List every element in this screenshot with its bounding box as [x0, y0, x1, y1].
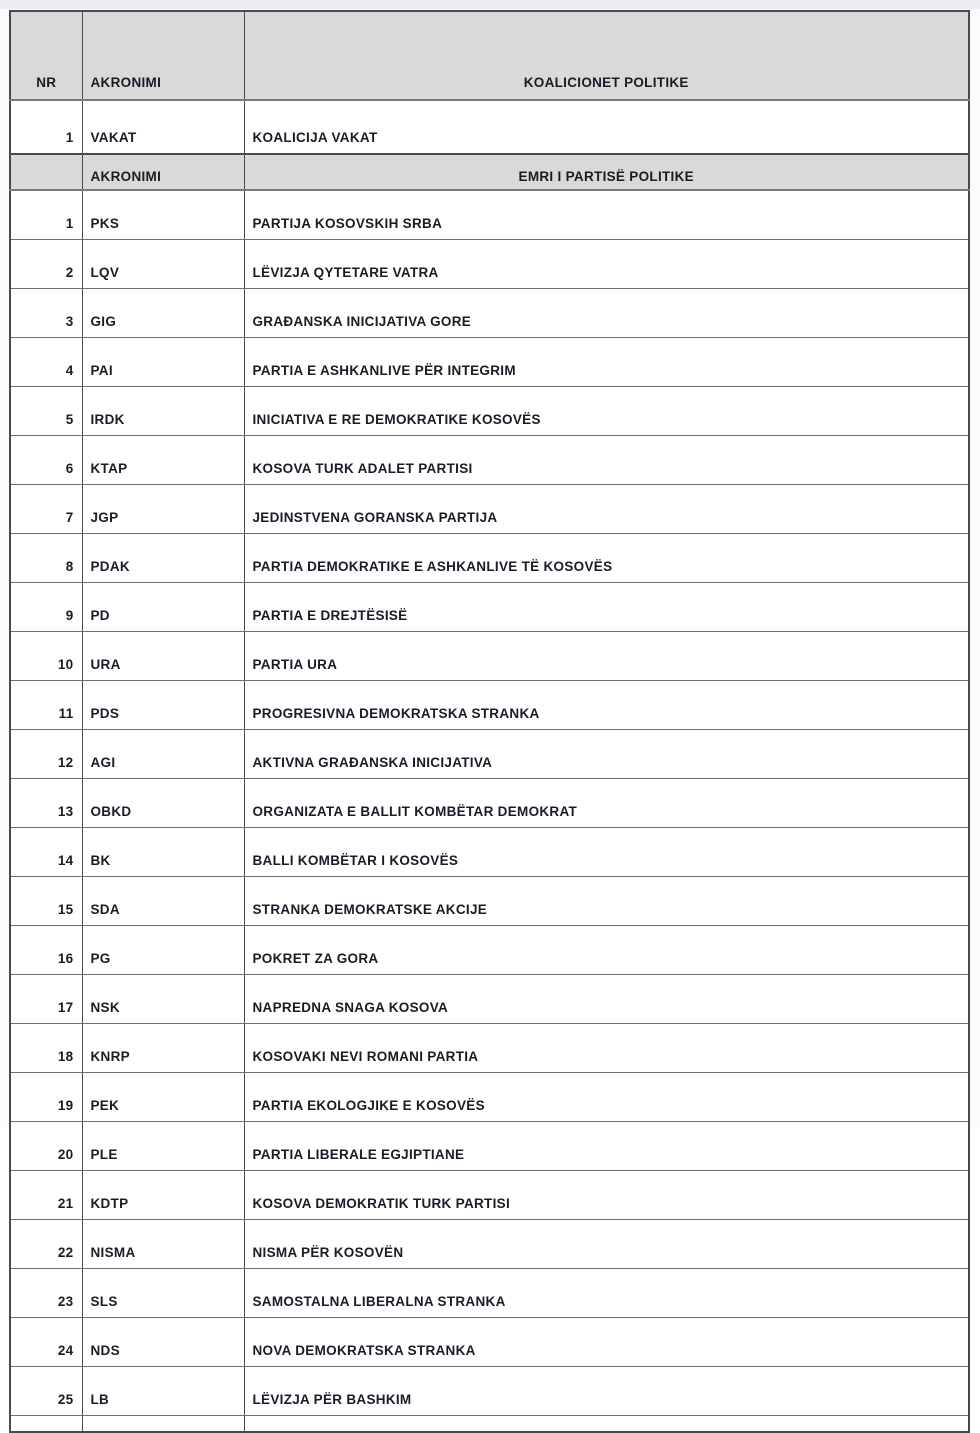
cell-nr: 1	[10, 190, 82, 240]
cell-acronym: OBKD	[82, 779, 244, 828]
cell-acronym: NISMA	[82, 1220, 244, 1269]
party-table-row	[10, 338, 969, 387]
cell-nr: 19	[10, 1073, 82, 1122]
header-nr: NR	[10, 11, 82, 100]
subheader-nr	[10, 154, 82, 190]
party-table-row	[10, 436, 969, 485]
party-table-row	[10, 1024, 969, 1073]
party-table-row	[10, 1318, 969, 1367]
cell-name: PARTIA E DREJTËSISË	[244, 583, 969, 632]
cell-name: KOSOVA DEMOKRATIK TURK PARTISI	[244, 1171, 969, 1220]
cell-nr: 22	[10, 1220, 82, 1269]
cell-nr: 4	[10, 338, 82, 387]
subheader-acronym: AKRONIMI	[82, 154, 244, 190]
cell-nr: 8	[10, 534, 82, 583]
political-entities-table	[9, 10, 970, 1433]
cell-nr: 2	[10, 240, 82, 289]
cell-acronym: KTAP	[82, 436, 244, 485]
cell-acronym: LQV	[82, 240, 244, 289]
cell-acronym: PDAK	[82, 534, 244, 583]
cell-name: PARTIA E ASHKANLIVE PËR INTEGRIM	[244, 338, 969, 387]
party-table-row	[10, 828, 969, 877]
cell-nr: 25	[10, 1367, 82, 1416]
cell-nr: 7	[10, 485, 82, 534]
party-table-row	[10, 1122, 969, 1171]
cell-nr: 16	[10, 926, 82, 975]
cell-acronym: KNRP	[82, 1024, 244, 1073]
cell-name: POKRET ZA GORA	[244, 926, 969, 975]
cell-nr: 10	[10, 632, 82, 681]
cell-name: NAPREDNA SNAGA KOSOVA	[244, 975, 969, 1024]
header-coalitions: KOALICIONET POLITIKE	[244, 11, 969, 100]
cell-nr: 18	[10, 1024, 82, 1073]
party-table-row	[10, 632, 969, 681]
cell-acronym: IRDK	[82, 387, 244, 436]
cell-nr: 23	[10, 1269, 82, 1318]
cell-name: PARTIA EKOLOGJIKE E KOSOVËS	[244, 1073, 969, 1122]
cell-name: INICIATIVA E RE DEMOKRATIKE KOSOVËS	[244, 387, 969, 436]
clipped-table-row	[10, 1416, 969, 1433]
cell-acronym: SLS	[82, 1269, 244, 1318]
header-acronym: AKRONIMI	[82, 11, 244, 100]
party-table-row	[10, 1220, 969, 1269]
cell-acronym: PLE	[82, 1122, 244, 1171]
cell-name: LËVIZJA PËR BASHKIM	[244, 1367, 969, 1416]
cell-acronym: BK	[82, 828, 244, 877]
cell-nr: 20	[10, 1122, 82, 1171]
cell-acronym: PKS	[82, 190, 244, 240]
cell-acronym: LB	[82, 1367, 244, 1416]
cell-acronym: PDS	[82, 681, 244, 730]
cell-name: KOALICIJA VAKAT	[244, 100, 969, 154]
cell-name: NISMA PËR KOSOVËN	[244, 1220, 969, 1269]
cell-acronym: NDS	[82, 1318, 244, 1367]
party-table-row	[10, 779, 969, 828]
party-table-row	[10, 681, 969, 730]
cell-name: JEDINSTVENA GORANSKA PARTIJA	[244, 485, 969, 534]
party-table-row	[10, 1171, 969, 1220]
party-table-row	[10, 877, 969, 926]
cell-nr: 1	[10, 100, 82, 154]
cell-acronym: PEK	[82, 1073, 244, 1122]
cell-name: ORGANIZATA E BALLIT KOMBËTAR DEMOKRAT	[244, 779, 969, 828]
party-table-row	[10, 730, 969, 779]
cell-acronym: GIG	[82, 289, 244, 338]
cell-acronym: URA	[82, 632, 244, 681]
cell-nr: 6	[10, 436, 82, 485]
sub-header-body	[10, 154, 969, 190]
cell-name	[244, 1416, 969, 1433]
cell-nr: 24	[10, 1318, 82, 1367]
cell-acronym: AGI	[82, 730, 244, 779]
cell-nr: 11	[10, 681, 82, 730]
cell-acronym: JGP	[82, 485, 244, 534]
party-table-row	[10, 190, 969, 240]
party-table-row	[10, 240, 969, 289]
cell-name: PARTIA DEMOKRATIKE E ASHKANLIVE TË KOSOVËS	[244, 534, 969, 583]
cell-name: PARTIJA KOSOVSKIH SRBA	[244, 190, 969, 240]
party-table-row	[10, 485, 969, 534]
cell-name: KOSOVA TURK ADALET PARTISI	[244, 436, 969, 485]
party-table-row	[10, 534, 969, 583]
cell-name: STRANKA DEMOKRATSKE AKCIJE	[244, 877, 969, 926]
cell-nr: 9	[10, 583, 82, 632]
top-band	[0, 0, 980, 9]
cell-name: KOSOVAKI NEVI ROMANI PARTIA	[244, 1024, 969, 1073]
cell-acronym	[82, 1416, 244, 1433]
cell-nr: 14	[10, 828, 82, 877]
cell-name: PROGRESIVNA DEMOKRATSKA STRANKA	[244, 681, 969, 730]
cell-name: NOVA DEMOKRATSKA STRANKA	[244, 1318, 969, 1367]
cell-nr: 17	[10, 975, 82, 1024]
table-head	[10, 11, 969, 100]
cell-nr: 13	[10, 779, 82, 828]
party-table-row	[10, 975, 969, 1024]
cell-name: LËVIZJA QYTETARE VATRA	[244, 240, 969, 289]
cell-acronym: SDA	[82, 877, 244, 926]
cell-acronym: VAKAT	[82, 100, 244, 154]
cell-name: AKTIVNA GRAĐANSKA INICIJATIVA	[244, 730, 969, 779]
cell-nr: 21	[10, 1171, 82, 1220]
cell-acronym: NSK	[82, 975, 244, 1024]
cell-nr: 3	[10, 289, 82, 338]
cell-name: BALLI KOMBËTAR I KOSOVËS	[244, 828, 969, 877]
cell-nr: 15	[10, 877, 82, 926]
party-table-row	[10, 1367, 969, 1416]
party-table-row	[10, 1269, 969, 1318]
party-table-row	[10, 387, 969, 436]
subheader-party-name: EMRI I PARTISË POLITIKE	[244, 154, 969, 190]
main-header-row	[10, 11, 969, 100]
coalition-table-row	[10, 100, 969, 154]
sub-header-row	[10, 154, 969, 190]
party-rows	[10, 190, 969, 1432]
cell-acronym: KDTP	[82, 1171, 244, 1220]
cell-nr: 12	[10, 730, 82, 779]
cell-nr: 5	[10, 387, 82, 436]
cell-acronym: PG	[82, 926, 244, 975]
cell-name: SAMOSTALNA LIBERALNA STRANKA	[244, 1269, 969, 1318]
coalition-rows	[10, 100, 969, 154]
party-table-row	[10, 289, 969, 338]
party-table-row	[10, 583, 969, 632]
cell-acronym: PD	[82, 583, 244, 632]
cell-name: PARTIA URA	[244, 632, 969, 681]
cell-acronym: PAI	[82, 338, 244, 387]
cell-name: PARTIA LIBERALE EGJIPTIANE	[244, 1122, 969, 1171]
party-table-row	[10, 926, 969, 975]
cell-nr	[10, 1416, 82, 1433]
party-table-row	[10, 1073, 969, 1122]
cell-name: GRAĐANSKA INICIJATIVA GORE	[244, 289, 969, 338]
